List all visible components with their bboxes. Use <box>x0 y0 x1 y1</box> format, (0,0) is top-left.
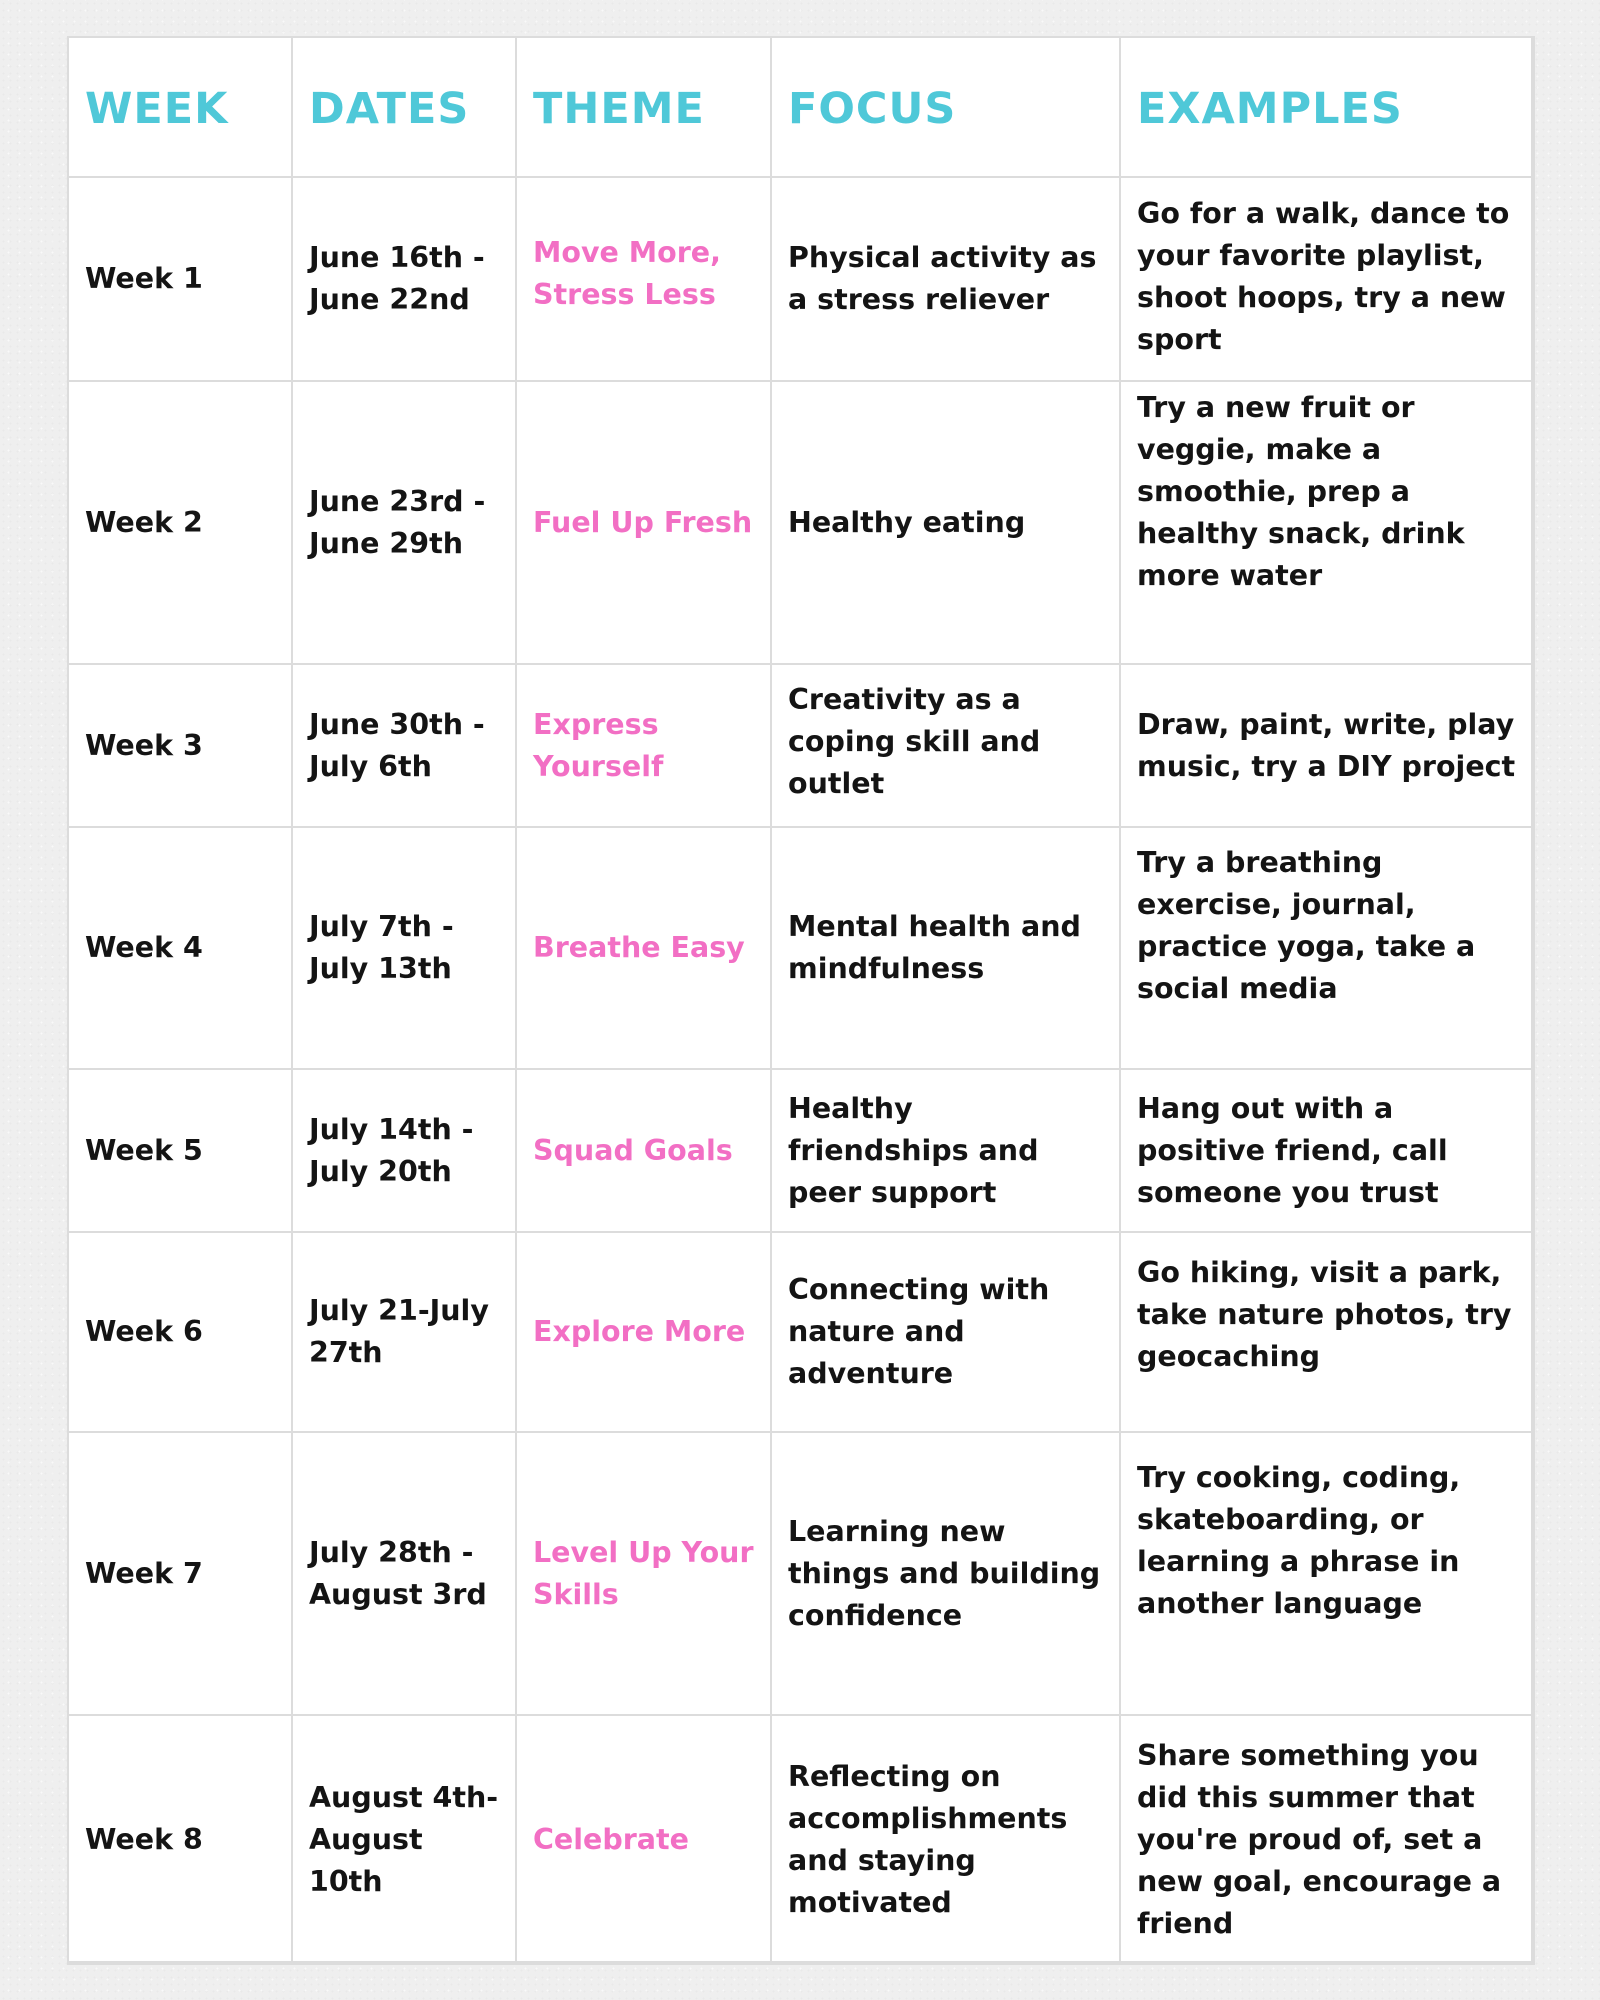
dates-cell: August 4th- August 10th <box>292 1715 516 1964</box>
examples-cell <box>1120 664 1534 827</box>
focus-cell: Physical activity as a stress reliever <box>771 177 1120 381</box>
dates-cell: July 14th - July 20th <box>292 1069 516 1232</box>
theme-cell: Squad Goals <box>516 1069 771 1232</box>
examples-cell <box>1120 1432 1534 1715</box>
table-row <box>68 827 1534 1069</box>
dates-cell: July 21-July 27th <box>292 1232 516 1432</box>
examples-cell <box>1120 1232 1534 1432</box>
table-row <box>68 1432 1534 1715</box>
theme-text: Move More, Stress Less <box>533 236 721 311</box>
focus-text: Creativity as a coping skill and outlet <box>788 682 1041 800</box>
focus-cell: Learning new things and building confidence <box>771 1432 1120 1715</box>
table-row <box>68 664 1534 827</box>
examples-text: Go hiking, visit a park, take nature photos, try geocaching <box>1137 1256 1512 1373</box>
theme-cell: Breathe Easy <box>516 827 771 1069</box>
week-cell: Week 2 <box>68 381 292 664</box>
summer-wellness-schedule-table <box>67 36 1535 1965</box>
examples-text: Go for a walk, dance to your favorite playlist, shoot hoops, try a new sport <box>1137 197 1510 356</box>
examples-cell <box>1120 177 1534 381</box>
dates-cell: June 23rd - June 29th <box>292 381 516 664</box>
theme-cell: Fuel Up Fresh <box>516 381 771 664</box>
examples-text: Try cooking, coding, skateboarding, or learning a phrase in another language <box>1137 1460 1461 1620</box>
examples-cell <box>1120 827 1534 1069</box>
theme-cell: Level Up Your Skills <box>516 1432 771 1715</box>
focus-cell: Healthy friendships and peer support <box>771 1069 1120 1232</box>
dates-cell: July 28th - August 3rd <box>292 1432 516 1715</box>
table-row <box>68 381 1534 664</box>
week-cell: Week 4 <box>68 827 292 1069</box>
theme-cell <box>516 177 771 381</box>
examples-cell <box>1120 1069 1534 1232</box>
examples-cell <box>1120 1715 1534 1964</box>
header-focus: FOCUS <box>771 37 1120 177</box>
header-theme: THEME <box>516 37 771 177</box>
focus-cell: Connecting with nature and adventure <box>771 1232 1120 1432</box>
week-cell: Week 6 <box>68 1232 292 1432</box>
header-row <box>68 37 1534 177</box>
examples-text: Share something you did this summer that you're proud of, set a new goal, encourage a friend <box>1137 1738 1502 1940</box>
examples-cell <box>1120 381 1534 664</box>
table-row <box>68 1232 1534 1432</box>
focus-cell <box>771 664 1120 827</box>
header-examples: EXAMPLES <box>1120 37 1534 177</box>
table-row <box>68 1715 1534 1964</box>
week-cell: Week 1 <box>68 177 292 381</box>
focus-cell: Mental health and mindfulness <box>771 827 1120 1069</box>
examples-text: Try a new fruit or veggie, make a smoothie, prep a healthy snack, drink more water <box>1137 390 1465 592</box>
week-cell: Week 5 <box>68 1069 292 1232</box>
examples-text: Draw, paint, write, play music, try a DIY project <box>1137 707 1516 783</box>
focus-cell: Healthy eating <box>771 381 1120 664</box>
dates-cell: June 16th - June 22nd <box>292 177 516 381</box>
theme-cell: Celebrate <box>516 1715 771 1964</box>
week-cell: Week 8 <box>68 1715 292 1964</box>
header-week: WEEK <box>68 37 292 177</box>
dates-cell: July 7th - July 13th <box>292 827 516 1069</box>
examples-text: Try a breathing exercise, journal, practice yoga, take a social media <box>1137 846 1476 1005</box>
header-dates: DATES <box>292 37 516 177</box>
table-row <box>68 177 1534 381</box>
dates-cell: June 30th - July 6th <box>292 664 516 827</box>
week-cell: Week 7 <box>68 1432 292 1715</box>
theme-cell: Express Yourself <box>516 664 771 827</box>
theme-cell: Explore More <box>516 1232 771 1432</box>
table-row <box>68 1069 1534 1232</box>
week-cell: Week 3 <box>68 664 292 827</box>
examples-text: Hang out with a positive friend, call someone you trust <box>1137 1091 1448 1209</box>
focus-cell: Reflecting on accomplishments and staying motivated <box>771 1715 1120 1964</box>
